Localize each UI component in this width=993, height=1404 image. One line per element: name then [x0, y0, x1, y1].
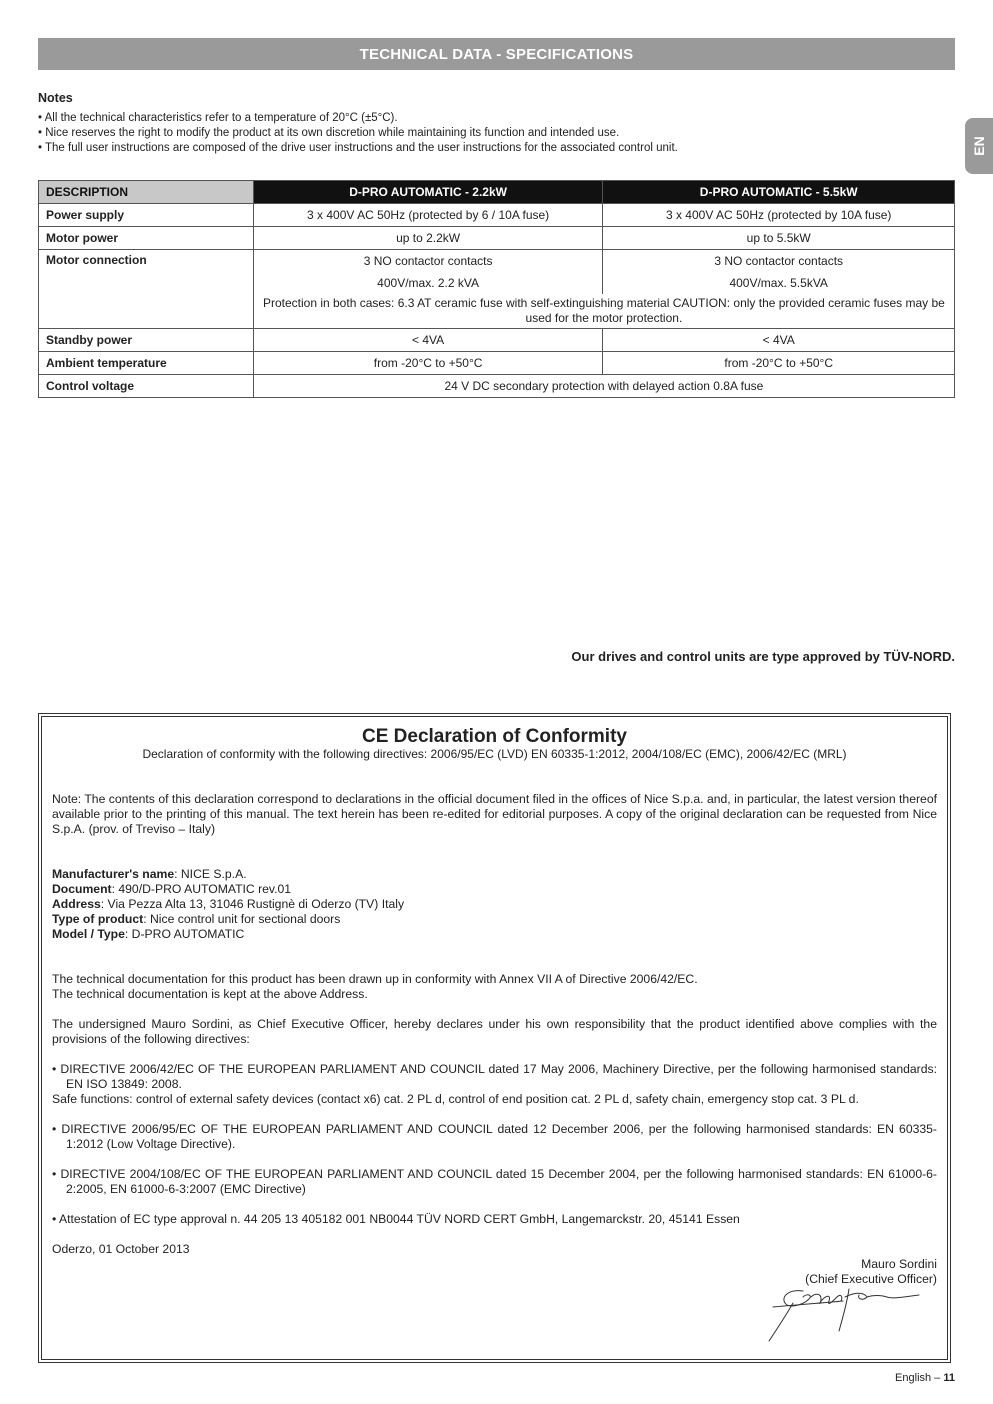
table-cell: 24 V DC secondary protection with delayed action 0.8A fuse	[253, 375, 954, 398]
directive-item-1: • DIRECTIVE 2006/42/EC OF THE EUROPEAN PARLIAMENT AND COUNCIL dated 17 May 2006, Machinery Directive, per the following harmonised standards: EN ISO 13849: 2008.	[52, 1062, 937, 1092]
document-value: : 490/D-PRO AUTOMATIC rev.01	[111, 882, 292, 896]
table-row	[39, 250, 955, 273]
techdoc-line-1: The technical documentation for this product has been drawn up in conformity with Annex VII A of Directive 2006/42/EC.	[52, 972, 698, 986]
notes-section	[38, 91, 955, 156]
table-cell-note: Protection in both cases: 6.3 AT ceramic fuse with self-extinguishing material CAUTION: only the provided ceramic fuses may be used for the motor protection.	[253, 294, 954, 329]
address-value: : Via Pezza Alta 13, 31046 Rustignè di Oderzo (TV) Italy	[100, 897, 405, 911]
row-label: Motor connection	[39, 250, 254, 329]
row-label: Ambient temperature	[39, 352, 254, 375]
table-row	[39, 329, 955, 352]
ce-body	[52, 792, 937, 1257]
address-line	[52, 897, 937, 912]
language-tab-label: EN	[971, 136, 987, 156]
note-item: • The full user instructions are composed of the drive user instructions and the user instructions for the associated control unit.	[38, 141, 955, 156]
signer-title: (Chief Executive Officer)	[805, 1272, 937, 1286]
note-item: • All the technical characteristics refer to a temperature of 20°C (±5°C).	[38, 111, 955, 126]
table-cell: < 4VA	[253, 329, 603, 352]
product-type-value: : Nice control unit for sectional doors	[143, 912, 341, 926]
table-cell: up to 2.2kW	[253, 227, 603, 250]
row-label: Power supply	[39, 204, 254, 227]
note-item: • Nice reserves the right to modify the product at its own discretion while maintaining its function and intended use.	[38, 126, 955, 141]
column-header-2-2kw: D-PRO AUTOMATIC - 2.2kW	[253, 181, 603, 204]
table-cell: up to 5.5kW	[603, 227, 955, 250]
handwritten-signature	[763, 1283, 933, 1345]
column-header-5-5kw: D-PRO AUTOMATIC - 5.5kW	[603, 181, 955, 204]
manufacturer-value: : NICE S.p.A.	[174, 867, 247, 881]
footer-language: English –	[895, 1372, 944, 1384]
model-label: Model / Type	[52, 927, 125, 941]
specifications-table	[38, 180, 955, 398]
table-header-row	[39, 181, 955, 204]
directive-item-2: • DIRECTIVE 2006/95/EC OF THE EUROPEAN PARLIAMENT AND COUNCIL dated 12 December 2006, per the following harmonised standards: EN 60335-1:2012 (Low Voltage Directive).	[52, 1122, 937, 1152]
address-label: Address	[52, 897, 101, 911]
section-header	[38, 38, 955, 70]
table-row	[39, 375, 955, 398]
row-label: Control voltage	[39, 375, 254, 398]
ce-title: CE Declaration of Conformity	[362, 726, 627, 747]
attestation-item: • Attestation of EC type approval n. 44 205 13 405182 001 NB0044 TÜV NORD CERT GmbH, Langemarckstr. 20, 45141 Essen	[52, 1212, 937, 1227]
row-label: Motor power	[39, 227, 254, 250]
ce-note: Note: The contents of this declaration correspond to declarations in the official document filed in the offices of Nice S.p.a. and, in particular, the latest version thereof available prior to the printing of this manual. The text herein has been re-edited for editorial purposes. A copy of the original declaration can be requested from Nice S.p.A. (prov. of Treviso – Italy)	[52, 792, 937, 836]
table-cell: from -20°C to +50°C	[253, 352, 603, 375]
product-type-label: Type of product	[52, 912, 144, 926]
product-type-line	[52, 912, 937, 927]
notes-title: Notes	[38, 91, 73, 105]
model-line	[52, 927, 937, 942]
approval-statement: Our drives and control units are type approved by TÜV-NORD.	[571, 649, 955, 664]
table-row	[39, 204, 955, 227]
techdoc-line-2: The technical documentation is kept at the above Address.	[52, 987, 368, 1001]
manufacturer-line	[52, 867, 937, 882]
table-cell: 400V/max. 5.5kVA	[603, 272, 955, 294]
page-footer	[895, 1372, 955, 1384]
table-cell: 3 NO contactor contacts	[253, 250, 603, 273]
document-line	[52, 882, 937, 897]
model-value: : D-PRO AUTOMATIC	[124, 927, 245, 941]
ce-declaration-inner-frame	[41, 716, 948, 1360]
table-cell: 3 NO contactor contacts	[603, 250, 955, 273]
table-cell: 3 x 400V AC 50Hz (protected by 10A fuse)	[603, 204, 955, 227]
place-date: Oderzo, 01 October 2013	[52, 1242, 190, 1256]
table-cell: from -20°C to +50°C	[603, 352, 955, 375]
language-tab	[965, 118, 993, 174]
safe-functions: Safe functions: control of external safety devices (contact x6) cat. 2 PL d, control of end position cat. 2 PL d, safety chain, emergency stop cat. 3 PL d.	[52, 1092, 859, 1106]
table-row	[39, 352, 955, 375]
signer-name: Mauro Sordini	[861, 1257, 937, 1271]
table-row	[39, 227, 955, 250]
section-title: TECHNICAL DATA - SPECIFICATIONS	[359, 45, 634, 63]
undersigned-statement: The undersigned Mauro Sordini, as Chief Executive Officer, hereby declares under his own responsibility that the product identified above complies with the provisions of the following directives:	[52, 1017, 937, 1046]
manufacturer-label: Manufacturer's name	[52, 867, 175, 881]
column-header-description: DESCRIPTION	[39, 181, 254, 204]
page-number: 11	[943, 1372, 955, 1384]
row-label: Standby power	[39, 329, 254, 352]
ce-declaration-box	[38, 713, 951, 1363]
table-cell: 400V/max. 2.2 kVA	[253, 272, 603, 294]
directive-item-3: • DIRECTIVE 2004/108/EC OF THE EUROPEAN PARLIAMENT AND COUNCIL dated 15 December 2004, per the following harmonised standards: EN 61000-6-2:2005, EN 61000-6-3:2007 (EMC Directive)	[52, 1167, 937, 1197]
table-cell: 3 x 400V AC 50Hz (protected by 6 / 10A fuse)	[253, 204, 603, 227]
ce-subtitle: Declaration of conformity with the following directives: 2006/95/EC (LVD) EN 60335-1:2012, 2004/108/EC (EMC), 2006/42/EC (MRL)	[142, 747, 847, 761]
notes-list	[38, 111, 955, 156]
document-label: Document	[52, 882, 112, 896]
table-cell: < 4VA	[603, 329, 955, 352]
